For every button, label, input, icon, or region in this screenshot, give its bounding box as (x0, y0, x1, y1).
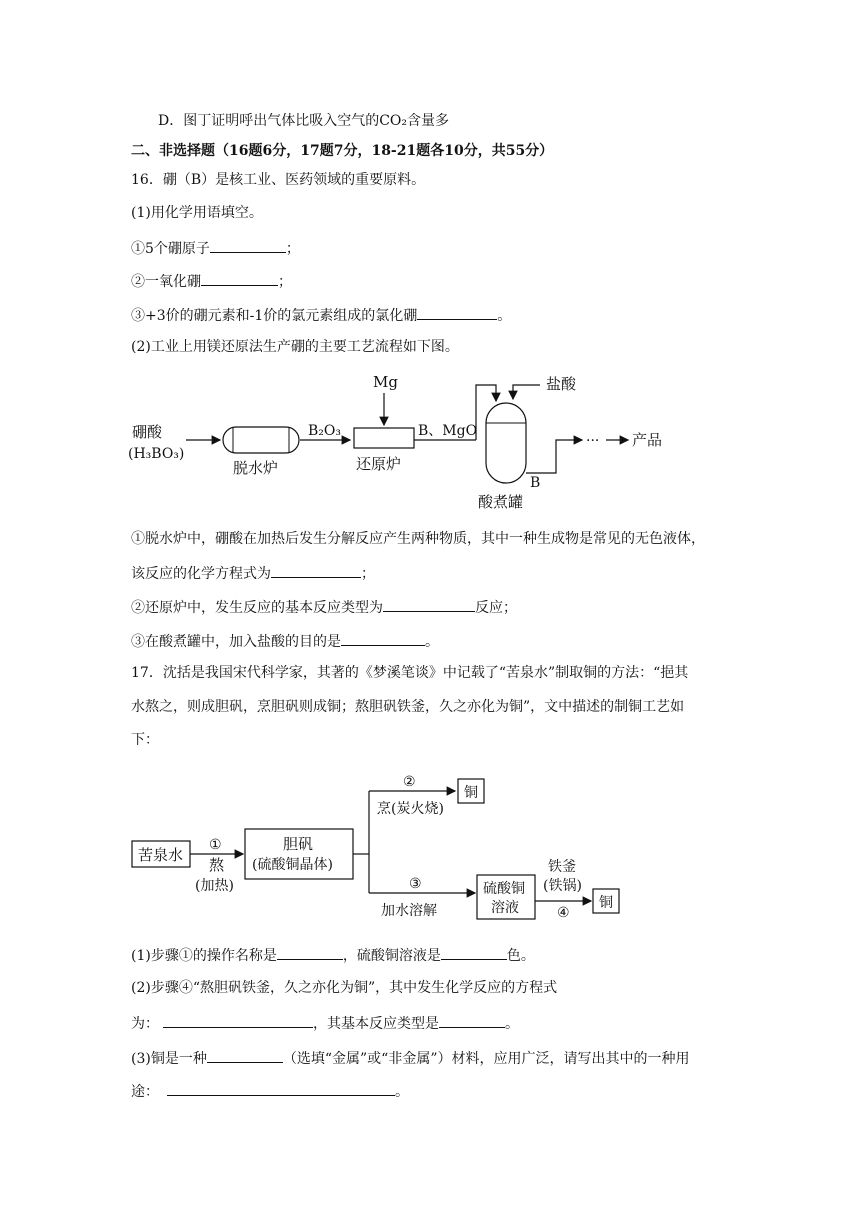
q17-part2-mid: ，其基本反应类型是 (313, 1016, 439, 1032)
answer-blank[interactable] (210, 237, 286, 253)
answer-blank[interactable] (441, 944, 507, 960)
q17-part3-mid: （选填“金属”或“非金属”）材料，应用广泛，请写出其中的一种用 (282, 1051, 690, 1067)
solution-label-line2: 溶液 (491, 900, 519, 916)
q17-part1-end: 色。 (506, 948, 535, 964)
q17-part3-prefix: (3)铜是一种 (131, 1051, 207, 1067)
solution-label-line1: 硫酸铜 (483, 881, 525, 897)
answer-blank[interactable] (271, 562, 361, 578)
heat-label: (加热) (195, 878, 234, 894)
q17-stem-line1: 17．沈括是我国宋代科学家，其著的《梦溪笔谈》中记载了“苦泉水”制取铜的方法：“挹其 (131, 665, 689, 681)
q16-answer3-text: ③在酸煮罐中，加入盐酸的目的是 (131, 634, 341, 650)
q17-part3-line1 (131, 1047, 689, 1069)
boric-acid-formula: (H₃BO₃) (128, 446, 185, 462)
iron-pot-label-line2: (铁锅) (543, 878, 582, 894)
q16-answer1-text: 该反应的化学方程式为 (131, 566, 271, 582)
q16-item3-text: ③+3价的硼元素和-1价的氯元素组成的氯化硼 (131, 308, 418, 324)
crystal-label-line2: (硫酸铜晶体) (252, 857, 333, 873)
q17-stem-line3: 下： (131, 732, 159, 748)
q17-part2-line2 (131, 1012, 519, 1034)
q17-part3-line2 (131, 1080, 409, 1102)
dissolve-label: 加水溶解 (381, 903, 437, 919)
q17-part2-prefix: 为： (131, 1016, 159, 1032)
q16-answer2-suffix: 反应； (475, 600, 517, 616)
q17-part2-line1: (2)步骤④“熬胆矾铁釜，久之亦化为铜”，其中发生化学反应的方程式 (131, 980, 558, 996)
q16-answer2-text: ②还原炉中，发生反应的基本反应类型为 (131, 600, 383, 616)
reduction-furnace (354, 428, 414, 448)
b-outlet-label: B (530, 475, 541, 491)
reduction-furnace-label: 还原炉 (356, 455, 402, 473)
b2o3-label: B₂O₃ (308, 423, 341, 439)
dehydration-furnace-label: 脱水炉 (233, 459, 279, 477)
bitter-spring-water-label: 苦泉水 (138, 846, 184, 864)
q16-item1 (131, 237, 300, 259)
punct: 。 (497, 308, 512, 324)
copper-process-diagram (125, 765, 645, 930)
q16-answer3 (131, 630, 439, 652)
boric-acid-label: 硼酸 (132, 423, 163, 441)
punct: 。 (425, 634, 439, 650)
hcl-arrow (513, 385, 540, 399)
section-heading: 二、非选择题（16题6分，17题7分，18-21题各10分，共55分） (131, 143, 554, 159)
q16-stem: 16．硼（B）是核工业、医药领域的重要原料。 (131, 172, 426, 188)
q17-part3-end: 。 (395, 1084, 409, 1100)
answer-blank[interactable] (167, 1080, 395, 1096)
step1-marker: ① (209, 837, 222, 853)
answer-blank[interactable] (439, 1012, 505, 1028)
answer-blank[interactable] (277, 944, 343, 960)
copper-label-1: 铜 (464, 785, 478, 801)
product-label: 产品 (632, 431, 663, 449)
punct: ； (285, 241, 300, 257)
answer-blank[interactable] (201, 270, 278, 286)
boron-process-diagram (120, 365, 680, 515)
step3-marker: ③ (409, 876, 422, 892)
answer-blank[interactable] (207, 1047, 283, 1063)
answer-blank[interactable] (163, 1012, 313, 1028)
q17-part1-text: (1)步骤①的操作名称是 (131, 948, 277, 964)
q17-part1-mid: ，硫酸铜溶液是 (342, 948, 441, 964)
copper-label-2: 铜 (599, 895, 613, 911)
crystal-label-line1: 胆矾 (283, 835, 314, 853)
b-mgo-label: B、MgO (418, 423, 478, 439)
q16-answer2 (131, 596, 517, 618)
q17-stem-line2: 水熬之，则成胆矾，烹胆矾则成铜；熬胆矾铁釜，久之亦化为铜”，文中描述的制铜工艺如 (131, 699, 685, 715)
iron-pot-label-line1: 铁釜 (548, 859, 576, 875)
punct: ； (278, 274, 292, 290)
q16-answer1-line1: ①脱水炉中，硼酸在加热后发生分解反应产生两种物质，其中一种生成物是常见的无色液体， (131, 531, 705, 547)
boil-label: 熬 (209, 856, 225, 874)
q16-item2 (131, 270, 292, 292)
step4-marker: ④ (557, 905, 570, 921)
mg-label: Mg (373, 373, 398, 391)
answer-blank[interactable] (383, 596, 475, 612)
q16-part1: (1)用化学用语填空。 (131, 205, 263, 221)
q17-part2-end: 。 (505, 1016, 519, 1032)
q17-part1 (131, 944, 535, 966)
q16-answer1-line2 (131, 562, 375, 584)
hcl-label: 盐酸 (546, 375, 577, 393)
outlet-pipe (526, 440, 582, 473)
roast-label: 烹(炭火烧) (377, 801, 444, 817)
acid-boiling-tank (486, 403, 526, 483)
tank-label: 酸煮罐 (478, 493, 524, 511)
q16-item1-text: ①5个硼原子 (131, 241, 210, 257)
q15-option-d: D．图丁证明呼出气体比吸入空气的CO₂含量多 (158, 113, 450, 129)
answer-blank[interactable] (341, 630, 425, 646)
dehydration-furnace (223, 427, 299, 453)
step2-marker: ② (403, 774, 416, 790)
dots: ··· (586, 433, 600, 449)
q16-part2: (2)工业上用镁还原法生产硼的主要工艺流程如下图。 (131, 339, 459, 355)
q17-part3-use: 途： (131, 1084, 159, 1100)
answer-blank[interactable] (417, 304, 497, 320)
punct: ； (361, 566, 375, 582)
q16-item3 (131, 304, 511, 326)
q16-item2-text: ②一氧化硼 (131, 274, 201, 290)
